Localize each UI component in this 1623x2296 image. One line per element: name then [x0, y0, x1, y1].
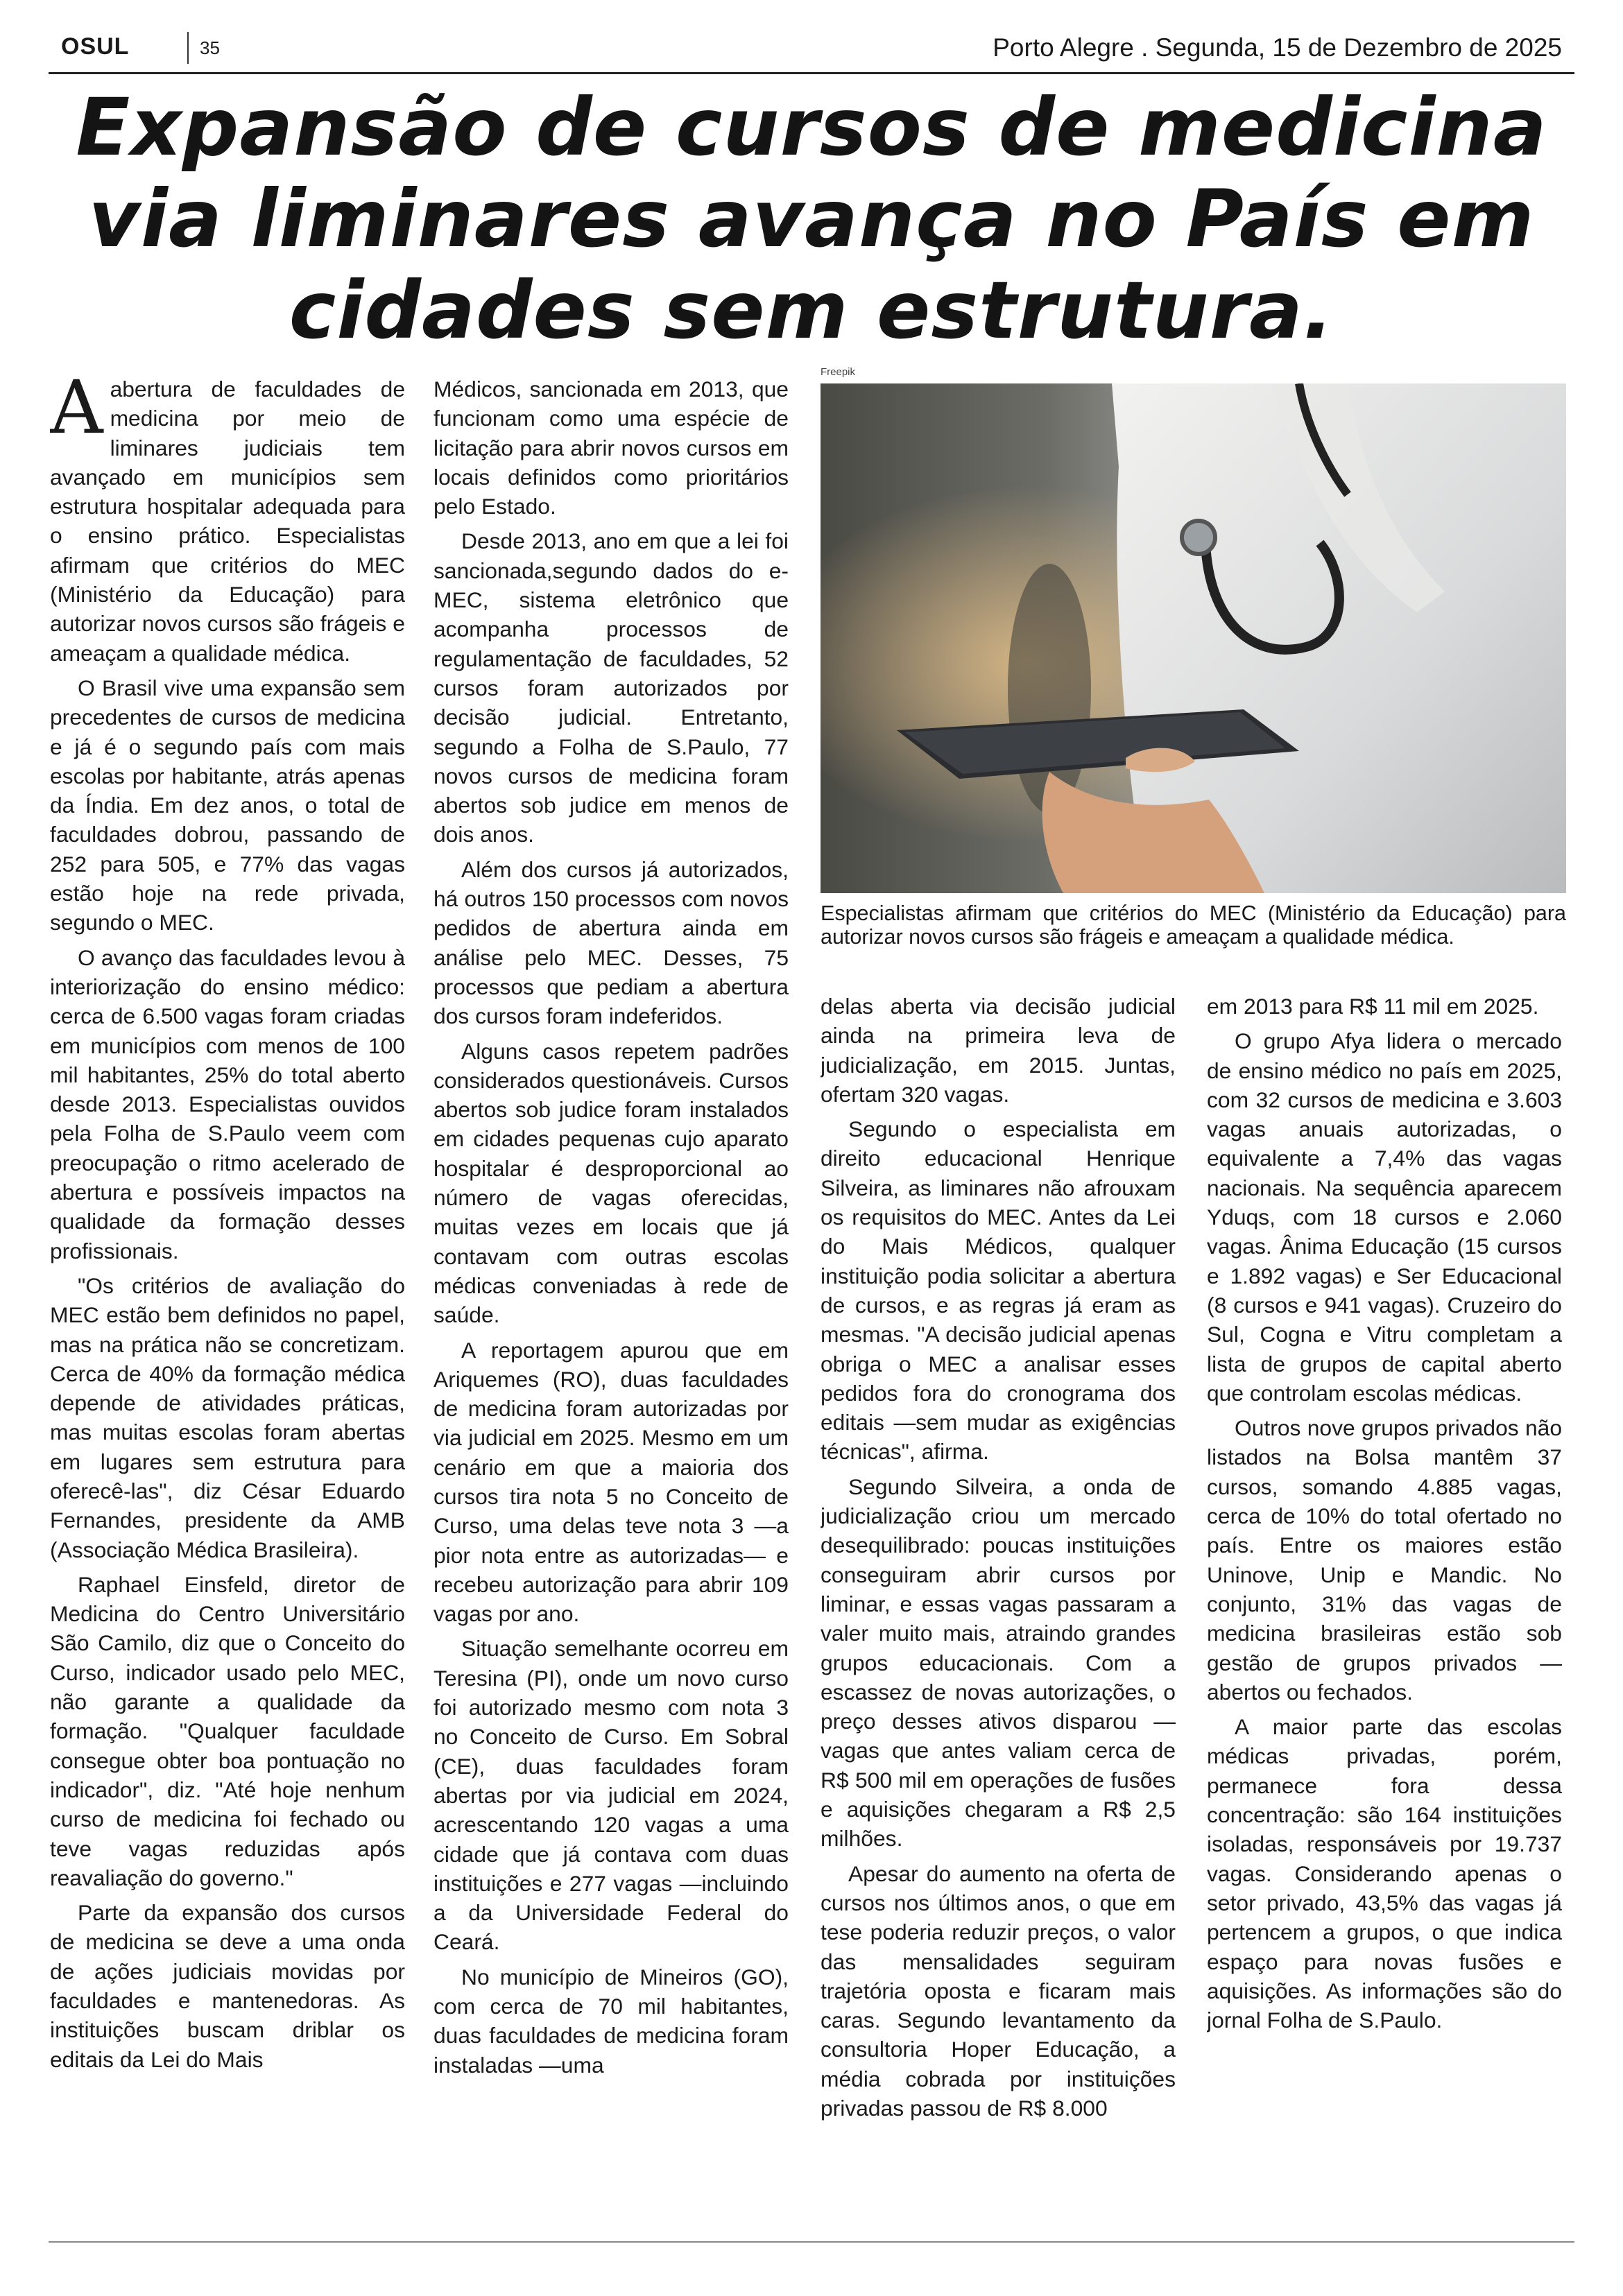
- paragraph: Alguns casos repetem padrões considerados questionáveis. Cursos abertos sob judice foram instalados em cidades pequenas cujo aparato hospitalar é desproporcional ao número de vagas oferecidas, muitas vezes em locais que já contavam com outras escolas médicas conveniadas à rede de saúde.: [433, 1038, 789, 1328]
- paragraph: Além dos cursos já autorizados, há outros 150 processos com novos pedidos de abertura ainda em análise pelo MEC. Desses, 75 processos que pediam a abertura dos cursos foram indeferidos.: [433, 856, 789, 1029]
- photo-credit: Freepik: [821, 366, 856, 378]
- paragraph: Desde 2013, ano em que a lei foi sancionada,segundo dados do e-MEC, sistema eletrônico que acompanha processos de regulamentação de faculdades, 52 cursos foram autorizados por decisão judicial. Entretanto, segundo a Folha de S.Paulo, 77 novos cursos de medicina foram abertos sob judice em menos de dois anos.: [433, 528, 789, 847]
- page-number: 35: [200, 37, 220, 58]
- column-1: [50, 374, 405, 2219]
- paragraph: A maior parte das escolas médicas privadas, porém, permanece fora dessa concentração: são 164 instituições isoladas, responsáveis por 19.737 vagas. Considerando apenas o setor privado, 43,5% das vagas já pertencem a grupos, o que indica espaço para novas fusões e aquisições. As informações são do jornal Folha de S.Paulo.: [1207, 1714, 1562, 2033]
- paragraph: Segundo o especialista em direito educacional Henrique Silveira, as liminares não afrouxam os requisitos do MEC. Antes da Lei do Mais Médicos, qualquer instituição podia solicitar a abertura de cursos, e as regras já eram as mesmas. "A decisão judicial apenas obriga o MEC a analisar esses pedidos fora do cronograma dos editais —sem mudar as exigências técnicas", afirma.: [821, 1116, 1176, 1465]
- paragraph: A reportagem apurou que em Ariquemes (RO), duas faculdades de medicina foram autorizadas por via judicial em 2025. Mesmo em um cenário em que a maioria dos cursos tira nota 5 no Conceito de Curso, uma delas teve nota 3 —a pior nota entre as autorizadas— e recebeu autorização para abrir 109 vagas por ano.: [433, 1337, 789, 1627]
- paragraph: Médicos, sancionada em 2013, que funcionam como uma espécie de licitação para abrir novos cursos em locais definidos como prioritários pelo Estado.: [433, 377, 789, 519]
- paragraph: O avanço das faculdades levou à interiorização do ensino médico: cerca de 6.500 vagas foram criadas em municípios com menos de 100 mil habitantes, 25% do total aberto desde 2013. Especialistas ouvidos pela Folha de S.Paulo veem com preocupação o ritmo acelerado de abertura e possíveis impactos na qualidade da formação desses profissionais.: [50, 944, 405, 1263]
- masthead-separator: [187, 32, 189, 64]
- paragraph: delas aberta via decisão judicial ainda na primeira leva de judicialização, em 2015. Juntas, ofertam 320 vagas.: [821, 994, 1176, 1107]
- doctor-photo: [821, 383, 1566, 893]
- paragraph: em 2013 para R$ 11 mil em 2025.: [1207, 994, 1539, 1019]
- paragraph: Segundo Silveira, a onda de judicialização criou um mercado desequilibrado: poucas instituições conseguiram abrir cursos por liminar, e essas vagas passaram a valer muito mais, atraindo grandes grupos educacionais. Com a escassez de novas autorizações, o preço desses ativos disparou — vagas que antes valiam cerca de R$ 500 mil em operações de fusões e aquisições chegaram a R$ 2,5 milhões.: [821, 1474, 1176, 1852]
- paragraph: "Os critérios de avaliação do MEC estão bem definidos no papel, mas na prática não se concretizam. Cerca de 40% da formação médica depende de atividades práticas, mas muitas escolas foram abertas em lugares sem estrutura para oferecê-las", diz César Eduardo Fernandes, presidente da AMB (Associação Médica Brasileira).: [50, 1272, 405, 1562]
- column-4: [1207, 992, 1562, 2219]
- drop-cap: A: [50, 374, 103, 450]
- paragraph: Outros nove grupos privados não listados na Bolsa mantêm 37 cursos, somando 4.885 vagas, cerca de 10% do total ofertado no país. Entre os maiores estão Uninove, Unip e Mandic. No conjunto, 31% das vagas de medicina brasileiras estão sob gestão de grupos privados —abertos ou fechados.: [1207, 1415, 1562, 1704]
- paragraph: Situação semelhante ocorreu em Teresina (PI), onde um novo curso foi autorizado mesmo com nota 3 no Conceito de Curso. Em Sobral (CE), duas faculdades foram abertas por via judicial em 2024, acrescentando 120 vagas a uma cidade que já contava com duas instituições e 277 vagas —incluindo a da Universidade Federal do Ceará.: [433, 1636, 789, 1955]
- masthead: [49, 28, 1574, 69]
- paragraph: [50, 374, 405, 668]
- paragraph: Apesar do aumento na oferta de cursos nos últimos anos, o que em tese poderia reduzir preços, o valor das mensalidades seguiram trajetória oposta e ficaram mais caras. Segundo levantamento da consultoria Hoper Educação, a média cobrada por instituições privadas passou de R$ 8.000: [821, 1861, 1176, 2121]
- top-rule: [49, 72, 1574, 74]
- photo-caption: Especialistas afirmam que critérios do MEC (Ministério da Educação) para autorizar novos cursos são frágeis e ameaçam a qualidade médica.: [821, 901, 1566, 949]
- bottom-rule: [49, 2241, 1574, 2243]
- paragraph: O Brasil vive uma expansão sem precedentes de cursos de medicina e já é o segundo país com mais escolas por habitante, atrás apenas da Índia. Em dez anos, o total de faculdades dobrou, passando de 252 para 505, e 77% das vagas estão hoje na rede privada, segundo o MEC.: [50, 675, 405, 935]
- column-2: [433, 374, 789, 2219]
- paragraph: Raphael Einsfeld, diretor de Medicina do Centro Universitário São Camilo, diz que o Conceito do Curso, indicador usado pelo MEC, não garante a qualidade da formação. "Qualquer faculdade consegue obter boa pontuação no indicador", diz. "Até hoje nenhum curso de medicina foi fechado ou teve vagas reduzidas após reavaliação do governo.": [50, 1571, 405, 1890]
- column-3: [821, 992, 1176, 2219]
- paragraph: No município de Mineiros (GO), com cerca de 70 mil habitantes, duas faculdades de medicina foram instaladas —uma: [433, 1964, 789, 2078]
- paragraph-text: abertura de faculdades de medicina por meio de liminares judiciais tem avançado em municípios sem estrutura hospitalar adequada para o ensino prático. Especialistas afirmam que critérios do MEC (Ministério da Educação) para autorizar novos cursos são frágeis e ameaçam a qualidade médica.: [50, 377, 405, 666]
- paragraph: O grupo Afya lidera o mercado de ensino médico no país em 2025, com 32 cursos de medicina e 3.603 vagas anuais autorizadas, o equivalente a 7,4% das vagas nacionais. Na sequência aparecem Yduqs, com 18 cursos e 2.060 vagas. Ânima Educação (15 cursos e 1.892 vagas) e Ser Educacional (8 cursos e 941 vagas). Cruzeiro do Sul, Cogna e Vitru completam a lista de grupos de capital aberto que controlam escolas médicas.: [1207, 1028, 1562, 1406]
- newspaper-brand: OSUL: [61, 33, 130, 60]
- dateline: Porto Alegre . Segunda, 15 de Dezembro de 2025: [993, 33, 1562, 62]
- stethoscope-chest-piece: [1182, 521, 1215, 554]
- paragraph: Parte da expansão dos cursos de medicina se deve a uma onda de ações judiciais movidas por faculdades e mantenedoras. As instituições buscam driblar os editais da Lei do Mais: [50, 1900, 405, 2072]
- headline: Expansão de cursos de medicina via liminares avança no País em cidades sem estrutura.: [76, 81, 1547, 356]
